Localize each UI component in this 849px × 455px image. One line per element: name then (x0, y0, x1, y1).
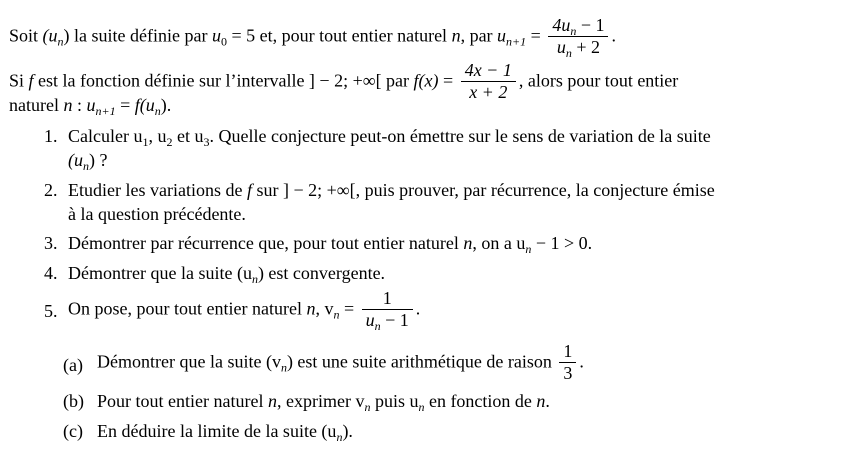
math-sub: n (374, 319, 381, 333)
text: , alors pour tout entier (518, 70, 679, 91)
list-number: 3. (44, 233, 58, 253)
math-sub: n (565, 46, 572, 60)
text: ) est une suite arithmétique de raison (286, 351, 557, 372)
text: = (526, 25, 546, 46)
list-item-1-text (68, 125, 711, 147)
text: et u (172, 126, 204, 146)
sub-item-a-text (97, 342, 584, 385)
text: Etudier les variations de (68, 180, 247, 200)
math-sub: n (418, 400, 425, 414)
math-sub: n (525, 242, 532, 256)
text: ). (160, 95, 172, 115)
math: f (246, 180, 252, 200)
text: naturel (9, 95, 64, 115)
sub-item-label: (a) (63, 355, 83, 375)
text: Pour tout entier naturel (97, 391, 268, 411)
fraction-function (461, 60, 516, 103)
list-item-3-text (68, 232, 592, 254)
math-sub: n (364, 400, 371, 414)
text: sur ] − 2; +∞[, puis prouver, par récurrence, la conjecture émise (251, 180, 715, 200)
math: n (267, 391, 277, 411)
math-sub: n (57, 34, 64, 49)
math: f (28, 70, 34, 91)
text: à la question précédente. (68, 204, 246, 224)
math-sub: n (280, 360, 287, 375)
math-sub: n (570, 24, 577, 38)
text: : (72, 95, 87, 115)
list-item-2 (44, 179, 58, 201)
text: Démontrer que la suite (u (68, 263, 252, 283)
text: , on a u (472, 233, 526, 253)
sub-item-c-text (97, 420, 353, 442)
fraction-raison (559, 341, 576, 384)
fraction-vn (362, 288, 413, 331)
text: . Quelle conjecture peut-on émettre sur le sens de variation de la suite (209, 126, 711, 146)
math-sub: n+1 (95, 104, 116, 118)
math: f(x) (413, 70, 439, 91)
sub-item-label: (b) (63, 391, 84, 411)
list-number: 5. (44, 301, 58, 321)
text: Calculer u (68, 126, 143, 146)
text: , exprimer v (276, 391, 365, 411)
list-item-3 (44, 232, 58, 254)
math: n (536, 391, 546, 411)
math: (u (42, 25, 58, 46)
math-sub: 2 (166, 135, 173, 149)
text: . (545, 391, 550, 411)
list-number: 2. (44, 180, 58, 200)
list-item-5-text (68, 289, 420, 332)
text: est la fonction définie sur l’intervalle ] − 2; +∞[ par (33, 70, 414, 91)
math-sub: n+1 (506, 34, 527, 49)
list-item-5 (44, 300, 58, 322)
math: f(u (134, 95, 155, 115)
math: u (211, 25, 221, 46)
math-sub: 0 (220, 34, 227, 49)
text: Soit (9, 25, 43, 46)
sub-item-label: (c) (63, 421, 83, 441)
math: − 1 (576, 15, 605, 35)
list-item-2-cont (68, 203, 246, 225)
math: n (306, 298, 316, 319)
math: 1 (362, 288, 413, 310)
text: en fonction de (424, 391, 537, 411)
text: Si (9, 70, 29, 91)
text: = (438, 70, 458, 91)
math: 4u (552, 15, 571, 35)
text: . (611, 25, 616, 46)
text: ). (342, 421, 353, 441)
fraction-recurrence (548, 15, 608, 58)
text: . (579, 351, 584, 372)
list-item-4 (44, 262, 58, 284)
text: , u (148, 126, 167, 146)
text: , par (460, 25, 498, 46)
math: x + 2 (469, 82, 508, 102)
math: n (63, 95, 73, 115)
math: u (86, 95, 96, 115)
sub-item-c (63, 420, 83, 442)
text: . (415, 298, 421, 319)
math: + 2 (571, 37, 600, 57)
text: = (339, 298, 359, 319)
math-sub: n (251, 272, 258, 286)
list-number: 4. (44, 263, 58, 283)
math: u (497, 25, 507, 46)
math: 1 (559, 341, 576, 363)
math: n (463, 233, 473, 253)
text: = (115, 95, 135, 115)
math: 3 (563, 363, 573, 383)
text: Démontrer que la suite (v (97, 351, 281, 372)
list-number: 1. (44, 126, 58, 146)
sub-item-b-text (97, 390, 550, 412)
list-item-2-text (68, 179, 715, 201)
math-sub: 3 (203, 135, 210, 149)
text: − 1 > 0. (531, 233, 593, 253)
math-sub: n (83, 159, 89, 173)
intro-line-3 (9, 94, 171, 116)
list-item-4-text (68, 262, 385, 284)
text: , v (315, 298, 334, 319)
text: ) (63, 25, 70, 46)
math: 4x − 1 (461, 60, 516, 82)
math: u (365, 310, 375, 330)
math-sub: n (333, 307, 340, 322)
text: On pose, pour tout entier naturel (68, 298, 307, 319)
intro-line-1 (9, 16, 616, 59)
text: = 5 et, pour tout entier naturel (226, 25, 452, 46)
math-sub: n (336, 430, 343, 444)
text: ) ? (89, 150, 108, 170)
math: − 1 (380, 310, 409, 330)
text: ) est convergente. (257, 263, 386, 283)
math: n (451, 25, 461, 46)
text: En déduire la limite de la suite (u (97, 421, 337, 441)
math-sub: n (154, 104, 161, 118)
list-item-1-cont (68, 149, 107, 171)
sub-item-b (63, 390, 84, 412)
text: puis u (370, 391, 419, 411)
sub-item-a (63, 354, 83, 376)
math-sub: 1 (142, 135, 149, 149)
math: u (556, 37, 566, 57)
math: (u (68, 150, 83, 170)
list-item-1 (44, 125, 58, 147)
text: la suite définie par (69, 25, 212, 46)
text: Démontrer par récurrence que, pour tout entier naturel (68, 233, 464, 253)
